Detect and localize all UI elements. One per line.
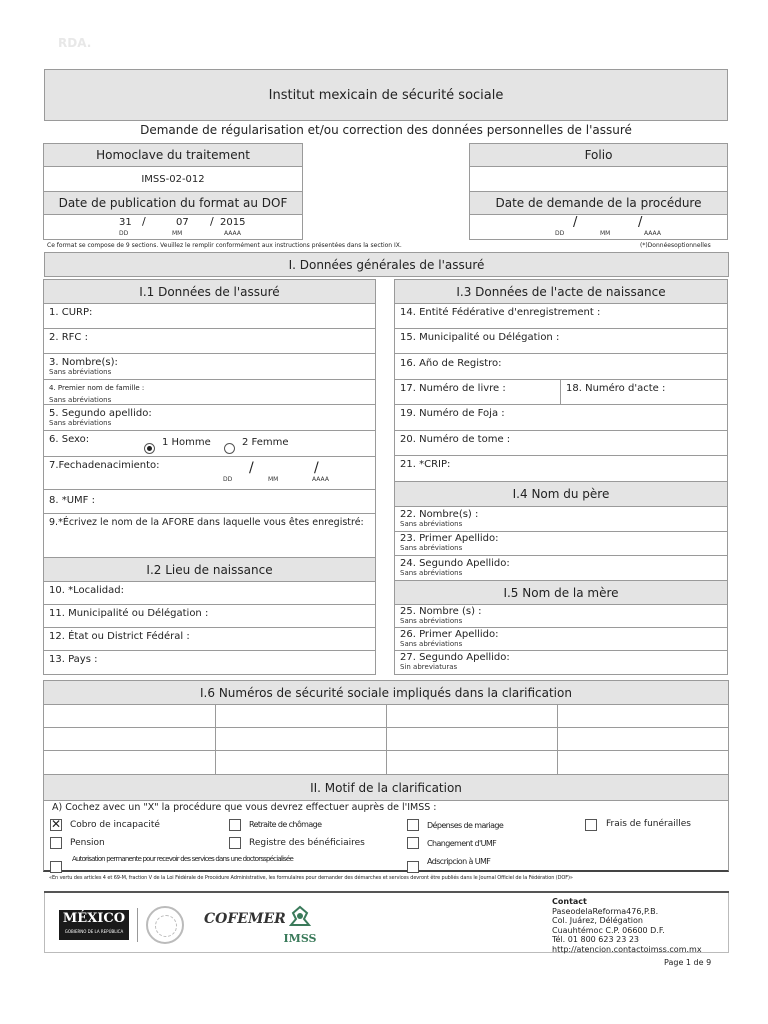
- pub-date-mm-label: MM: [172, 230, 183, 237]
- section-1-header: I. Données générales de l'assuré: [44, 252, 729, 277]
- label-depenses: Dépenses de mariage: [427, 821, 504, 830]
- pub-date-mm: 07: [176, 217, 189, 228]
- homoclave-value: IMSS-02-012: [43, 166, 303, 192]
- label-cobro: Cobro de incapacité: [70, 820, 160, 830]
- label-retraite: Retraite de chômage: [249, 820, 322, 829]
- checkbox-depenses[interactable]: [407, 819, 419, 831]
- label-frais: Frais de funérailles: [606, 819, 691, 829]
- request-date-header: Date de demande de la procédure: [469, 191, 728, 215]
- livre-field[interactable]: 17. Numéro de livre :: [394, 379, 561, 405]
- mexico-logo: MÉXICO GOBIERNO DE LA REPÚBLICA: [59, 910, 129, 940]
- section-1-6-header: I.6 Numéros de sécurité sociale impliqués dans la clarification: [43, 680, 729, 705]
- checkbox-registre[interactable]: [229, 837, 241, 849]
- request-date-field[interactable]: [469, 214, 728, 240]
- req-date-dd-label: DD: [555, 230, 565, 237]
- pub-date-dd: 31: [119, 217, 132, 228]
- checkbox-frais[interactable]: [585, 819, 597, 831]
- nss-grid: [43, 704, 729, 775]
- checkbox-pension[interactable]: [50, 837, 62, 849]
- form-note: Ce format se compose de 9 sections. Veuillez le remplir conformément aux instructions présentées dans la section IX.: [47, 242, 402, 249]
- contact-link[interactable]: http://atencion.contactoimss.com.mx: [552, 944, 702, 954]
- logo-mark: RDA.: [58, 36, 92, 50]
- label-changement: Changement d'UMF: [427, 839, 497, 848]
- sexo-field: 6. Sexo: 1 Homme 2 Femme: [43, 430, 376, 457]
- etat-field[interactable]: 12. État ou District Fédéral :: [43, 627, 376, 651]
- fecha-nacimiento-field[interactable]: 7.Fechadenacimiento: / / DD MM AAAA: [43, 456, 376, 490]
- req-date-sep-1: /: [573, 215, 578, 230]
- contact-line: Tél. 01 800 623 23 23: [552, 935, 640, 944]
- footer-divider: [137, 908, 138, 942]
- radio-femme[interactable]: [224, 443, 235, 454]
- document-subtitle: Demande de régularisation et/ou correction des données personnelles de l'assuré: [140, 123, 632, 137]
- foja-field[interactable]: 19. Numéro de Foja :: [394, 404, 728, 431]
- father-segundo-field[interactable]: 24. Segundo Apellido: Sans abréviations: [394, 555, 728, 581]
- optional-note: (*)Donnéesoptionnelles: [640, 242, 711, 249]
- contact-line: PaseodelaReforma476,P.B.: [552, 906, 659, 916]
- legal-note: «En vertu des articles 4 et 69-M, fraction V de la Loi Fédérale de Procédure Administrative, les formulaires pour demander des démarches et services devront être publiés dans le Journal Officiel de la Fédération (DOF)»: [49, 875, 573, 881]
- contact-line: Cuauhtémoc C.P. 06600 D.F.: [552, 925, 665, 935]
- afore-field[interactable]: 9.*Écrivez le nom de la AFORE dans laquelle vous êtes enregistré:: [43, 513, 376, 558]
- label-registre: Registre des bénéficiaires: [249, 838, 365, 848]
- umf-field[interactable]: 8. *UMF :: [43, 489, 376, 514]
- checkbox-cobro[interactable]: ✕: [51, 817, 62, 831]
- imss-logo: IMSS: [282, 905, 318, 945]
- birth-date-sep-1: /: [249, 460, 254, 476]
- page-number: Page 1 de 9: [664, 958, 712, 967]
- pub-date-header: Date de publication du format au DOF: [43, 191, 303, 215]
- checkbox-adscripcion[interactable]: [407, 861, 419, 873]
- section-1-4-header: I.4 Nom du père: [394, 481, 728, 507]
- checkbox-autorisation[interactable]: [50, 861, 62, 873]
- req-date-sep-2: /: [638, 215, 643, 230]
- birth-date-sep-2: /: [314, 460, 319, 476]
- birth-municipality-field[interactable]: 11. Municipalité ou Délégation :: [43, 604, 376, 628]
- crip-field[interactable]: 21. *CRIP:: [394, 455, 728, 482]
- tome-field[interactable]: 20. Numéro de tome :: [394, 430, 728, 456]
- section-2-instruction: A) Cochez avec un "X" la procédure que vous devrez effectuer auprès de l'IMSS :: [52, 802, 437, 813]
- nombre-field[interactable]: 3. Nombre(s): Sans abréviations: [43, 353, 376, 380]
- checkbox-retraite[interactable]: [229, 819, 241, 831]
- label-femme: 2 Femme: [242, 437, 289, 448]
- acte-field[interactable]: 18. Numéro d'acte :: [560, 379, 728, 405]
- pub-date-dd-label: DD: [119, 230, 129, 237]
- req-date-mm-label: MM: [600, 230, 611, 237]
- pub-date-sep-2: /: [210, 215, 214, 228]
- req-date-aaaa-label: AAAA: [644, 230, 661, 237]
- section-2-header: II. Motif de la clarification: [43, 774, 729, 801]
- label-pension: Pension: [70, 838, 105, 848]
- document-title: Institut mexicain de sécurité sociale: [44, 69, 728, 121]
- seal-icon: [146, 906, 184, 944]
- rfc-field[interactable]: 2. RFC :: [43, 328, 376, 354]
- contact-title: Contact: [552, 897, 587, 906]
- ano-registro-field[interactable]: 16. Año de Registro:: [394, 353, 728, 380]
- curp-field[interactable]: 1. CURP:: [43, 303, 376, 329]
- premier-nom-field[interactable]: 4. Premier nom de famille : Sans abréviations: [43, 379, 376, 405]
- folio-field[interactable]: [469, 166, 728, 192]
- section-1-5-header: I.5 Nom de la mère: [394, 580, 728, 605]
- mother-segundo-field[interactable]: 27. Segundo Apellido: Sin abreviaturas: [394, 650, 728, 675]
- cofemer-logo: COFEMER: [204, 911, 286, 927]
- birth-dd-label: DD: [223, 476, 233, 483]
- segundo-apellido-field[interactable]: 5. Segundo apellido: Sans abréviations: [43, 404, 376, 431]
- entite-field[interactable]: 14. Entité Fédérative d'enregistrement :: [394, 303, 728, 329]
- pub-date-aaaa-label: AAAA: [224, 230, 241, 237]
- label-autorisation: Autorisation permanente pour recevoir des services dans une doctorsspécialisée: [72, 855, 294, 863]
- pays-field[interactable]: 13. Pays :: [43, 650, 376, 675]
- imss-eagle-icon: [287, 905, 313, 929]
- section-1-3-header: I.3 Données de l'acte de naissance: [394, 279, 728, 304]
- localidad-field[interactable]: 10. *Localidad:: [43, 581, 376, 605]
- label-homme: 1 Homme: [162, 437, 211, 448]
- birth-mm-label: MM: [268, 476, 279, 483]
- section-1-2-header: I.2 Lieu de naissance: [43, 557, 376, 582]
- mother-primer-field[interactable]: 26. Primer Apellido: Sans abréviations: [394, 627, 728, 651]
- homoclave-header: Homoclave du traitement: [43, 143, 303, 167]
- birth-aaaa-label: AAAA: [312, 476, 329, 483]
- father-nombre-field[interactable]: 22. Nombre(s) : Sans abréviations: [394, 506, 728, 532]
- father-primer-field[interactable]: 23. Primer Apellido: Sans abréviations: [394, 531, 728, 556]
- radio-homme[interactable]: [144, 443, 155, 454]
- label-adscripcion: Adscripcion à UMF: [427, 857, 491, 866]
- pub-date-field: [43, 214, 303, 240]
- footer-top-bar: [44, 891, 729, 893]
- pub-date-sep-1: /: [142, 215, 146, 228]
- contact-line: Col. Juárez, Délégation: [552, 916, 643, 925]
- folio-header: Folio: [469, 143, 728, 167]
- contact-block: [552, 897, 702, 954]
- pub-date-aaaa: 2015: [220, 217, 246, 228]
- section-1-1-header: I.1 Données de l'assuré: [43, 279, 376, 304]
- act-municipality-field[interactable]: 15. Municipalité ou Délégation :: [394, 328, 728, 354]
- checkbox-changement[interactable]: [407, 837, 419, 849]
- mother-nombre-field[interactable]: 25. Nombre (s) : Sans abréviations: [394, 604, 728, 628]
